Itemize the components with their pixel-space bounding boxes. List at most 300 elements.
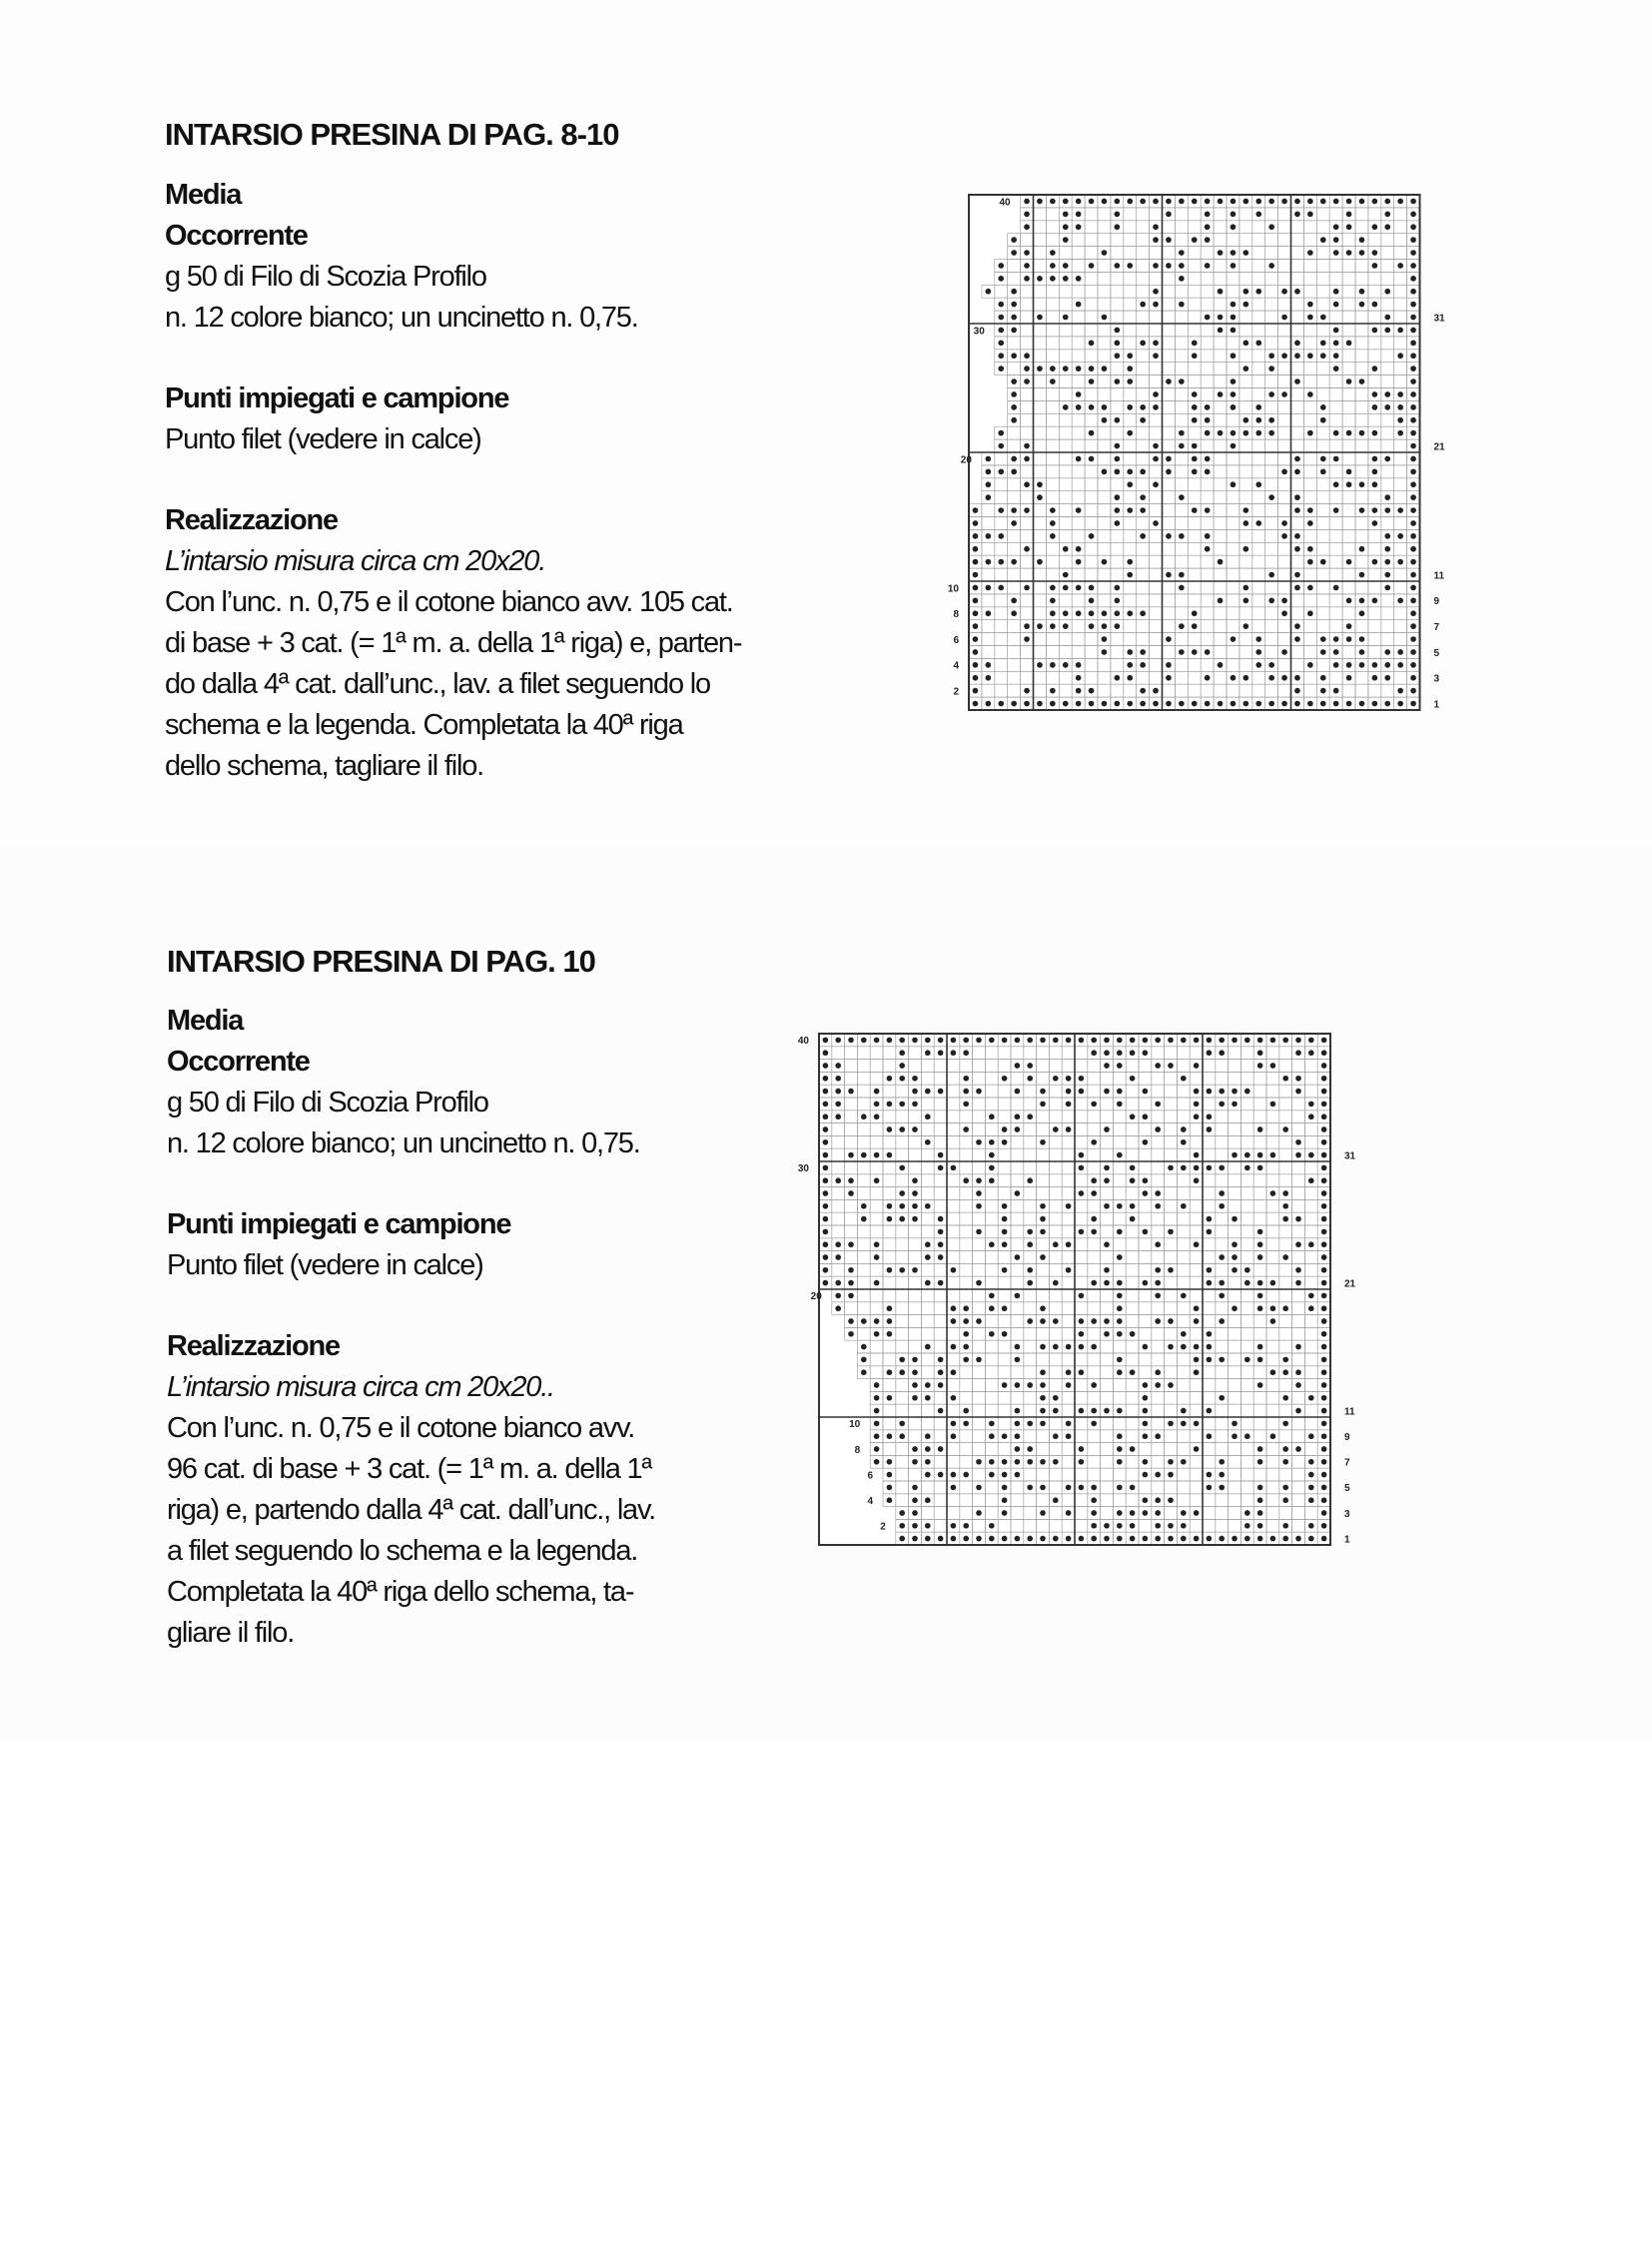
chart-stitch: [1130, 1076, 1136, 1082]
chart-stitch: [1372, 481, 1378, 487]
chart-stitch: [823, 1089, 829, 1095]
chart-stitch: [1281, 610, 1287, 616]
chart-stitch: [986, 675, 992, 681]
chart-stitch: [1063, 263, 1069, 269]
chart-stitch: [1244, 1152, 1250, 1158]
chart-stitch: [1281, 353, 1287, 359]
chart-stitch: [1397, 391, 1403, 397]
chart-stitch: [835, 1089, 841, 1095]
chart-stitch: [1346, 250, 1352, 256]
chart-stitch: [887, 1485, 893, 1491]
chart-stitch: [1091, 1382, 1097, 1388]
chart-stitch: [951, 1050, 957, 1056]
chart-stitch: [1410, 533, 1416, 539]
chart-stitch: [1410, 572, 1416, 578]
chart-stitch: [1015, 1190, 1021, 1196]
chart-stitch: [1024, 507, 1030, 513]
chart-stitch: [1104, 1038, 1110, 1044]
chart-stitch: [1192, 237, 1198, 243]
chart-stitch: [976, 1038, 982, 1044]
chart-stitch: [1181, 1421, 1187, 1427]
chart-stitch: [1257, 1280, 1263, 1286]
chart-stitch: [1255, 701, 1261, 707]
chart-stitch: [1333, 649, 1339, 655]
chart-stitch: [874, 1318, 880, 1324]
chart-stitch: [1181, 1038, 1187, 1044]
chart-stitch: [1066, 1102, 1072, 1108]
chart-stitch: [1166, 636, 1172, 642]
chart-stitch: [1207, 1408, 1213, 1414]
chart-stitch: [986, 610, 992, 616]
chart-stitch: [925, 1280, 931, 1286]
chart-stitch: [1089, 598, 1095, 604]
chart-stitch: [1117, 1523, 1123, 1529]
chart-stitch: [874, 1280, 880, 1286]
chart-stitch: [1091, 1229, 1097, 1235]
chart-stitch: [973, 636, 979, 642]
chart-stitch: [1015, 1357, 1021, 1363]
chart-stitch: [1231, 353, 1237, 359]
chart-stitch: [925, 1139, 931, 1145]
chart-stitch: [1179, 533, 1185, 539]
chart-stitch: [1307, 199, 1313, 205]
chart-stitch: [1102, 315, 1108, 321]
chart-stitch: [1207, 1114, 1213, 1120]
chart-stitch: [1140, 494, 1146, 500]
chart-stitch: [1015, 1408, 1021, 1414]
chart-stitch: [1205, 675, 1211, 681]
chart-stitch: [1143, 1139, 1149, 1145]
chart-stitch: [1397, 507, 1403, 513]
chart-stitch: [1155, 1497, 1161, 1503]
chart-stitch: [1179, 494, 1185, 500]
chart-stitch: [1127, 559, 1133, 565]
chart-stitch: [835, 1114, 841, 1120]
chart-stitch: [1076, 276, 1082, 282]
chart-stitch: [823, 1063, 829, 1069]
chart-stitch: [1384, 533, 1390, 539]
chart-stitch: [1384, 494, 1390, 500]
chart-stitch: [1079, 1485, 1085, 1491]
chart-stitch: [976, 1203, 982, 1209]
chart-stitch: [1205, 199, 1211, 205]
chart-stitch: [1219, 1472, 1225, 1478]
chart-stitch: [1027, 1177, 1033, 1183]
chart-stitch: [899, 1126, 905, 1132]
chart-stitch: [1282, 1459, 1288, 1465]
chart-stitch: [989, 1038, 995, 1044]
row-number-label: 1: [1344, 1534, 1350, 1546]
chart-stitch: [1410, 199, 1416, 205]
chart-stitch: [899, 1523, 905, 1529]
chart-stitch: [1166, 662, 1172, 668]
chart-stitch: [938, 1152, 944, 1158]
chart-stitch: [1015, 1293, 1021, 1299]
chart-stitch: [1153, 456, 1159, 462]
chart-stitch: [835, 1293, 841, 1299]
chart-stitch: [1024, 481, 1030, 487]
chart-stitch: [1207, 1089, 1213, 1095]
chart-stitch: [1091, 1318, 1097, 1324]
chart-stitch: [899, 1421, 905, 1427]
chart-stitch: [1232, 1254, 1238, 1260]
chart-stitch: [1155, 1433, 1161, 1439]
chart-stitch: [1410, 507, 1416, 513]
chart-stitch: [998, 315, 1004, 321]
chart-stitch: [912, 1382, 918, 1388]
chart-stitch: [1268, 494, 1274, 500]
chart-stitch: [1397, 404, 1403, 410]
chart-stitch: [1140, 507, 1146, 513]
chart-stitch: [1076, 199, 1082, 205]
chart-stitch: [1410, 315, 1416, 321]
chart-stitch: [1066, 1344, 1072, 1350]
chart-stitch: [1346, 675, 1352, 681]
chart-stitch: [1153, 443, 1159, 449]
chart-stitch: [1244, 1038, 1250, 1044]
chart-stitch: [1089, 701, 1095, 707]
chart-stitch: [1050, 533, 1056, 539]
chart-stitch: [1321, 1063, 1327, 1069]
chart-stitch: [1333, 456, 1339, 462]
chart-stitch: [1294, 456, 1300, 462]
chart-stitch: [1268, 572, 1274, 578]
chart-stitch: [1294, 572, 1300, 578]
chart-stitch: [874, 1152, 880, 1158]
chart-stitch: [1015, 1472, 1021, 1478]
chart-stitch: [1011, 559, 1017, 565]
chart-stitch: [1089, 610, 1095, 616]
chart-stitch: [899, 1203, 905, 1209]
chart-stitch: [989, 1305, 995, 1311]
chart-stitch: [973, 533, 979, 539]
chart-stitch: [1091, 1190, 1097, 1196]
chart-stitch: [1024, 585, 1030, 591]
chart-stitch: [1270, 1433, 1276, 1439]
chart-stitch: [912, 1446, 918, 1452]
chart-stitch: [1027, 1267, 1033, 1273]
chart-stitch: [963, 1472, 969, 1478]
chart-stitch: [1281, 598, 1287, 604]
chart-stitch: [973, 520, 979, 526]
chart-stitch: [1255, 404, 1261, 410]
chart-stitch: [1053, 1241, 1059, 1247]
chart-stitch: [1231, 212, 1237, 218]
chart-stitch: [1410, 417, 1416, 423]
chart-stitch: [1155, 1318, 1161, 1324]
chart-stitch: [963, 1305, 969, 1311]
chart-stitch: [1192, 456, 1198, 462]
chart-stitch: [1140, 199, 1146, 205]
chart-stitch: [1104, 1523, 1110, 1529]
chart-stitch: [1015, 1063, 1021, 1069]
chart-stitch: [1308, 1102, 1314, 1108]
chart-stitch: [1063, 546, 1069, 552]
chart-stitch: [1295, 1446, 1301, 1452]
chart-stitch: [1024, 199, 1030, 205]
chart-stitch: [1219, 1165, 1225, 1171]
chart-stitch: [1333, 366, 1339, 372]
chart-stitch: [1011, 701, 1017, 707]
chart-stitch: [973, 662, 979, 668]
chart-stitch: [1140, 610, 1146, 616]
chart-stitch: [1397, 598, 1403, 604]
chart-stitch: [1294, 636, 1300, 642]
chart-stitch: [1308, 1497, 1314, 1503]
chart-stitch: [887, 1305, 893, 1311]
chart-stitch: [1410, 649, 1416, 655]
chart-stitch: [1050, 276, 1056, 282]
chart-stitch: [1294, 688, 1300, 694]
chart-stitch: [925, 1433, 931, 1439]
chart-stitch: [1089, 404, 1095, 410]
chart-stitch: [1194, 1038, 1200, 1044]
chart-stitch: [1372, 675, 1378, 681]
chart-stitch: [973, 610, 979, 616]
chart-stitch: [1207, 1280, 1213, 1286]
chart-stitch: [1384, 289, 1390, 295]
chart-stitch: [1372, 430, 1378, 436]
chart-stitch: [951, 1536, 957, 1542]
chart-stitch: [1257, 1357, 1263, 1363]
chart-stitch: [938, 1089, 944, 1095]
chart-stitch: [1295, 1050, 1301, 1056]
chart-stitch: [874, 1114, 880, 1120]
chart-stitch: [1281, 649, 1287, 655]
chart-stitch: [1127, 378, 1133, 384]
chart-stitch: [1255, 649, 1261, 655]
chart-stitch: [912, 1267, 918, 1273]
chart-stitch: [963, 1357, 969, 1363]
chart-stitch: [887, 1203, 893, 1209]
chart-stitch: [1410, 302, 1416, 308]
filet-chart: [909, 190, 1528, 729]
chart-stitch: [1002, 1510, 1008, 1516]
chart-stitch: [1066, 1485, 1072, 1491]
chart-stitch: [1181, 1344, 1187, 1350]
chart-stitch: [1002, 1126, 1008, 1132]
chart-stitch: [951, 1305, 957, 1311]
chart-stitch: [823, 1076, 829, 1082]
chart-stitch: [1243, 250, 1249, 256]
chart-stitch: [823, 1102, 829, 1108]
chart-stitch: [1002, 1382, 1008, 1388]
chart-stitch: [963, 1126, 969, 1132]
chart-stitch: [1089, 585, 1095, 591]
instructions-block: [165, 175, 741, 787]
chart-stitch: [1268, 391, 1274, 397]
chart-stitch: [1179, 250, 1185, 256]
chart-stitch: [1243, 585, 1249, 591]
chart-stitch: [1384, 662, 1390, 668]
chart-stitch: [1384, 224, 1390, 230]
chart-stitch: [912, 1395, 918, 1401]
chart-stitch: [1140, 417, 1146, 423]
chart-stitch: [1127, 404, 1133, 410]
chart-stitch: [1027, 1114, 1033, 1120]
chart-stitch: [887, 1267, 893, 1273]
execution-line: riga) e, partendo dalla 4ª cat. dall’unc., lav.: [167, 1494, 655, 1526]
chart-stitch: [1207, 1126, 1213, 1132]
chart-stitch: [1255, 662, 1261, 668]
chart-stitch: [1207, 1536, 1213, 1542]
chart-stitch: [1117, 1536, 1123, 1542]
chart-stitch: [1002, 1485, 1008, 1491]
chart-stitch: [1194, 1114, 1200, 1120]
chart-stitch: [989, 1459, 995, 1465]
chart-stitch: [1282, 1395, 1288, 1401]
chart-stitch: [1308, 1395, 1314, 1401]
chart-stitch: [1168, 1459, 1174, 1465]
chart-stitch: [925, 1395, 931, 1401]
level-heading: Media: [167, 1005, 244, 1037]
chart-stitch: [1091, 1102, 1097, 1108]
chart-stitch: [1050, 585, 1056, 591]
chart-stitch: [1321, 1190, 1327, 1196]
chart-stitch: [1166, 237, 1172, 243]
chart-stitch: [1282, 1203, 1288, 1209]
stitches-text: Punto filet (vedere in calce): [167, 1249, 483, 1281]
chart-stitch: [1307, 507, 1313, 513]
chart-stitch: [1015, 1536, 1021, 1542]
chart-stitch: [1282, 1038, 1288, 1044]
chart-stitch: [1359, 598, 1365, 604]
chart-stitch: [1410, 701, 1416, 707]
chart-stitch: [1270, 1063, 1276, 1069]
chart-stitch: [1155, 1523, 1161, 1529]
chart-stitch: [1091, 1139, 1097, 1145]
row-number-label: 3: [1344, 1508, 1350, 1520]
chart-stitch: [1207, 1485, 1213, 1491]
chart-stitch: [925, 1382, 931, 1388]
chart-stitch: [1207, 1216, 1213, 1222]
chart-stitch: [1076, 585, 1082, 591]
chart-stitch: [1066, 1267, 1072, 1273]
chart-stitch: [1143, 1497, 1149, 1503]
execution-line: do dalla 4ª cat. dall’unc., lav. a filet seguendo lo: [165, 668, 710, 700]
chart-stitch: [1115, 469, 1121, 475]
chart-stitch: [1410, 212, 1416, 218]
chart-stitch: [1307, 302, 1313, 308]
chart-stitch: [1104, 1536, 1110, 1542]
chart-stitch: [1194, 1446, 1200, 1452]
chart-stitch: [1168, 1421, 1174, 1427]
chart-stitch: [1117, 1254, 1123, 1260]
chart-stitch: [1410, 481, 1416, 487]
chart-stitch: [1194, 1510, 1200, 1516]
chart-stitch: [1232, 1089, 1238, 1095]
chart-stitch: [1130, 1050, 1136, 1056]
chart-stitch: [1076, 701, 1082, 707]
chart-stitch: [1115, 199, 1121, 205]
section-title: INTARSIO PRESINA DI PAG. 8-10: [165, 117, 619, 152]
chart-stitch: [1244, 1433, 1250, 1439]
chart-stitch: [861, 1318, 867, 1324]
chart-stitch: [1168, 1497, 1174, 1503]
chart-stitch: [1076, 302, 1082, 308]
chart-stitch: [1066, 1126, 1072, 1132]
chart-stitch: [1255, 481, 1261, 487]
chart-stitch: [998, 469, 1004, 475]
execution-line: di base + 3 cat. (= 1ª m. a. della 1ª riga) e, parten-: [165, 627, 742, 659]
chart-stitch: [1115, 263, 1121, 269]
chart-stitch: [1091, 1485, 1097, 1491]
chart-stitch: [861, 1357, 867, 1363]
chart-stitch: [1257, 1382, 1263, 1388]
chart-stitch: [1346, 341, 1352, 347]
chart-stitch: [1232, 1267, 1238, 1273]
chart-stitch: [1255, 341, 1261, 347]
chart-stitch: [1076, 456, 1082, 462]
chart-stitch: [1076, 224, 1082, 230]
chart-stitch: [986, 456, 992, 462]
chart-stitch: [1295, 1280, 1301, 1286]
chart-stitch: [1117, 1152, 1123, 1158]
chart-stitch: [1359, 250, 1365, 256]
chart-stitch: [823, 1254, 829, 1260]
chart-stitch: [1231, 199, 1237, 205]
chart-stitch: [1359, 378, 1365, 384]
chart-stitch: [1218, 430, 1224, 436]
chart-stitch: [1002, 1229, 1008, 1235]
chart-stitch: [899, 1102, 905, 1108]
chart-stitch: [976, 1190, 982, 1196]
row-number-label: 2: [880, 1521, 886, 1533]
chart-stitch: [1066, 1203, 1072, 1209]
execution-line: dello schema, tagliare il filo.: [165, 750, 484, 782]
chart-stitch: [925, 1050, 931, 1056]
chart-stitch: [1244, 1165, 1250, 1171]
chart-stitch: [938, 1038, 944, 1044]
chart-stitch: [912, 1216, 918, 1222]
chart-stitch: [925, 1241, 931, 1247]
chart-stitch: [1079, 1293, 1085, 1299]
chart-stitch: [1053, 1126, 1059, 1132]
chart-stitch: [1397, 328, 1403, 334]
chart-stitch: [1268, 675, 1274, 681]
chart-stitch: [1066, 1433, 1072, 1439]
chart-stitch: [1384, 572, 1390, 578]
chart-stitch: [1194, 1305, 1200, 1311]
chart-stitch: [1117, 1050, 1123, 1056]
chart-stitch: [1255, 430, 1261, 436]
chart-stitch: [1282, 1536, 1288, 1542]
chart-stitch: [1192, 443, 1198, 449]
chart-stitch: [925, 1446, 931, 1452]
chart-stitch: [861, 1114, 867, 1120]
chart-stitch: [1194, 1357, 1200, 1363]
chart-stitch: [1166, 701, 1172, 707]
chart-stitch: [1308, 1485, 1314, 1491]
chart-stitch: [1155, 1038, 1161, 1044]
chart-stitch: [1117, 1280, 1123, 1286]
chart-stitch: [1410, 250, 1416, 256]
chart-stitch: [1192, 417, 1198, 423]
chart-stitch: [998, 443, 1004, 449]
chart-stitch: [1295, 1408, 1301, 1414]
chart-stitch: [1410, 276, 1416, 282]
chart-stitch: [1130, 1485, 1136, 1491]
chart-stitch: [1231, 328, 1237, 334]
chart-stitch: [912, 1089, 918, 1095]
chart-stitch: [1168, 1536, 1174, 1542]
chart-stitch: [1166, 533, 1172, 539]
chart-stitch: [1066, 1421, 1072, 1427]
chart-stitch: [986, 585, 992, 591]
chart-stitch: [848, 1038, 854, 1044]
chart-stitch: [1115, 224, 1121, 230]
chart-stitch: [1218, 250, 1224, 256]
